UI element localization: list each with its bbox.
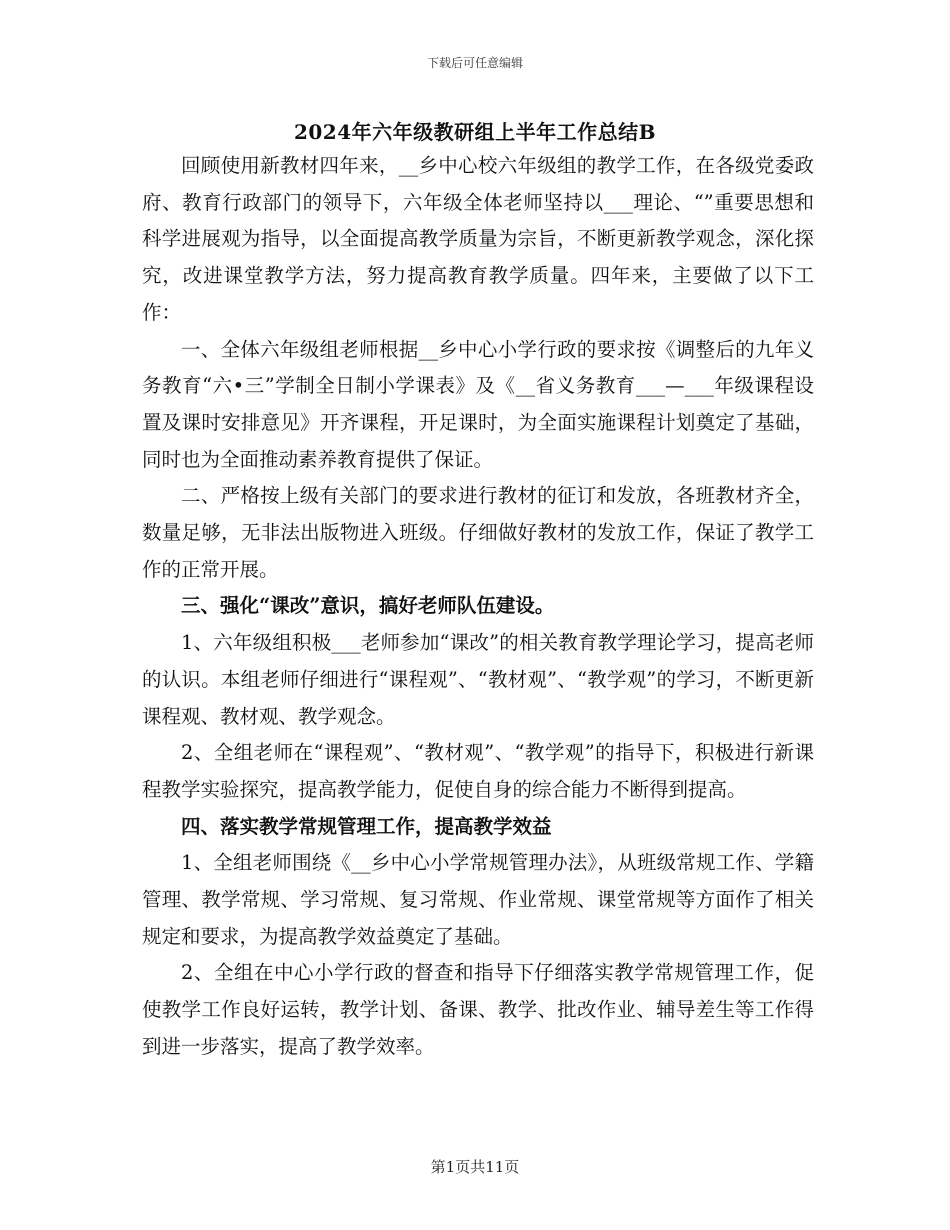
section-three-item-2: 2、全组老师在“课程观”、“教材观”、“教学观”的指导下，积极进行新课程教学实验探究，提高教学能力，促使自身的综合能力不断得到提高。 <box>142 741 814 801</box>
section-four-item-1: 1、全组老师围绕《__乡中心小学常规管理办法》，从班级常规工作、学籍管理、教学常规、学习常规、复习常规、作业常规、课堂常规等方面作了相关规定和要求，为提高教学效益奠定了基础。 <box>142 851 814 948</box>
section-four-heading: 四、落实教学常规管理工作，提高教学效益 <box>181 814 552 838</box>
intro-paragraph: 回顾使用新教材四年来，__乡中心校六年级组的教学工作，在各级党委政府、教育行政部门的领导下，六年级全体老师坚持以___理论、“”重要思想和科学进展观为指导，以全面提高教学质量为宗旨，不断更新教学观念，深化探究，改进课堂教学方法，努力提高教育教学质量。四年来，主要做了以下工作： <box>142 154 814 324</box>
section-one-paragraph: 一、全体六年级组老师根据__乡中心小学行政的要求按《调整后的九年义务教育“六•三”学制全日制小学课表》及《__省义务教育___—___年级课程设置及课时安排意见》开齐课程，开足课时，为全面实施课程计划奠定了基础，同时也为全面推动素养教育提供了保证。 <box>142 337 814 471</box>
section-three-item-1: 1、六年级组积极___老师参加“课改”的相关教育教学理论学习，提高老师的认识。本组老师仔细进行“课程观”、“教材观”、“教学观”的学习，不断更新课程观、教材观、教学观念。 <box>142 631 814 728</box>
section-two-paragraph: 二、严格按上级有关部门的要求进行教材的征订和发放，各班教材齐全，数量足够，无非法出版物进入班级。仔细做好教材的发放工作，保证了教学工作的正常开展。 <box>142 484 814 581</box>
document-title: 2024年六年级教研组上半年工作总结B <box>293 120 657 144</box>
page-header-note: 下载后可任意编辑 <box>426 56 523 70</box>
document-body <box>142 148 814 1066</box>
page-number: 第1页共11页 <box>430 1158 520 1176</box>
section-three-heading: 三、强化“课改”意识，搞好老师队伍建设。 <box>181 594 555 618</box>
section-four-item-2: 2、全组在中心小学行政的督查和指导下仔细落实教学常规管理工作，促使教学工作良好运转，教学计划、备课、教学、批改作业、辅导差生等工作得到进一步落实，提高了教学效率。 <box>142 961 814 1058</box>
